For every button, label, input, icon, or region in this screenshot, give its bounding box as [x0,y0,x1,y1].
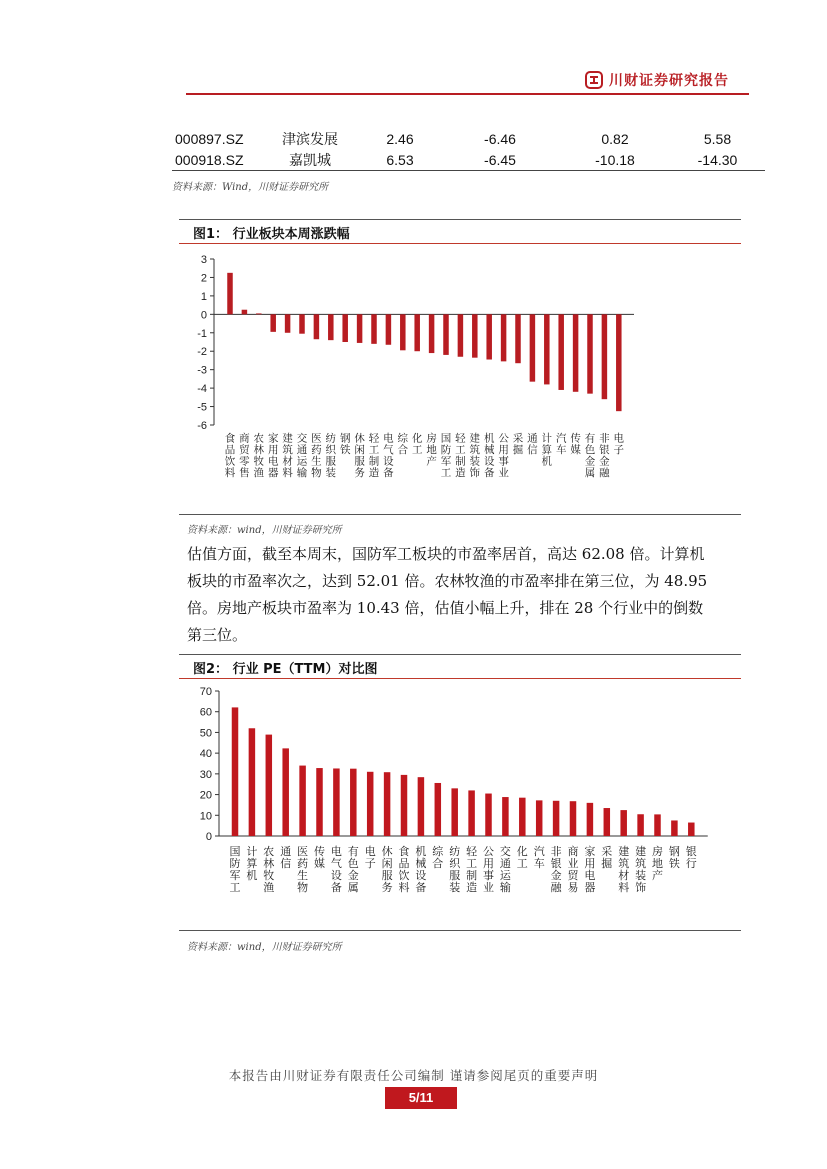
figure1-caption: 图1： 行业板块本周涨跌幅 [193,227,350,242]
category-label: 休闲服务 [381,844,393,894]
category-label: 建筑装饰 [469,432,481,479]
category-label: 钢铁 [339,432,351,456]
bar [232,707,239,836]
bar [602,314,608,399]
y-tick-label: -4 [197,383,207,396]
bar [249,728,256,836]
category-label: 汽车 [555,432,567,456]
bar [468,790,475,836]
category-label: 家用电器 [584,844,596,894]
bar [270,314,276,332]
paragraph-line: 估值方面，截至本周末，国防军工板块的市盈率居首，高达 62.08 倍。计算机 [187,545,705,563]
stock-value: 6.53 [360,149,440,171]
stock-value: -14.30 [670,149,765,171]
page-number: 5/11 [385,1087,457,1109]
bar [384,772,391,836]
category-label: 计算机 [541,432,553,468]
y-tick-label: 2 [200,272,207,285]
y-tick-label: 20 [199,789,212,802]
category-label: 电气设备 [330,844,342,894]
bar [688,823,695,836]
bar [443,314,449,355]
category-label: 农林牧渔 [263,844,275,894]
bar [519,798,526,836]
stock-value: 5.58 [703,130,732,147]
category-label: 钢铁 [668,844,680,870]
category-label: 公用事业 [483,844,494,894]
category-label: 交通运输 [296,432,308,479]
valuation-paragraph [187,541,751,649]
y-tick-label: 0 [205,831,212,843]
bar [587,314,593,393]
bar [285,314,291,332]
bar [400,314,406,350]
category-label: 医药生物 [311,432,322,479]
bar [544,314,550,384]
category-label: 轻工制造 [466,844,478,894]
paragraph-line: 第三位。 [187,626,248,644]
stock-value: -6.45 [440,149,560,171]
stock-value: 0.82 [601,130,629,147]
category-label: 综合 [432,844,444,870]
figure1-footer-rule [179,514,741,515]
category-label: 银行 [685,844,697,870]
y-tick-label: -6 [197,420,207,432]
category-label: 通信 [280,844,292,870]
y-tick-label: 70 [199,686,212,698]
category-label: 采掘 [601,844,613,870]
figure2-header [179,654,741,679]
bar [671,820,678,836]
category-label: 非银金融 [550,844,562,894]
figure2-caption: 图2： 行业 PE（TTM）对比图 [193,662,378,677]
bar [458,314,464,356]
category-label: 电气设备 [383,432,394,479]
bar [558,314,564,390]
category-label: 建筑装饰 [635,844,647,894]
bar [256,313,262,314]
bar [637,814,644,836]
y-tick-label: -5 [197,401,207,414]
figure2-source: 资料来源：wind，川财证券研究所 [187,942,342,953]
bar [371,314,377,344]
category-label: 电子 [613,432,625,456]
bar [333,768,340,836]
bar [401,775,408,836]
bar [587,803,594,836]
category-label: 综合 [397,432,409,456]
category-label: 房地产 [426,432,437,468]
footer-disclaimer: 本报告由川财证券有限责任公司编制 谨请参阅尾页的重要声明 [228,1068,599,1083]
category-label: 公用事业 [498,432,509,479]
bar [357,314,363,343]
bar [282,748,289,836]
stock-value: 2.46 [386,130,414,147]
category-label: 化工 [516,844,528,870]
y-tick-label: -1 [197,327,207,340]
bar [418,777,425,836]
stock-value: -6.46 [484,130,516,147]
bar [266,735,273,836]
bar [242,310,248,315]
category-label: 有色金属 [347,844,359,894]
bar [316,768,323,836]
category-label: 食品饮料 [398,844,410,894]
category-label: 建筑材料 [618,844,630,894]
category-label: 商业贸易 [567,844,579,894]
category-label: 纺织服装 [449,844,461,894]
category-label: 计算机 [246,844,258,882]
figure1-source: 资料来源：wind，川财证券研究所 [187,525,342,536]
bar [485,794,492,836]
bar [472,314,478,357]
bar [451,788,458,836]
bar [502,797,509,836]
category-label: 家用电器 [267,432,279,479]
category-label: 医药生物 [297,844,309,894]
bar [314,314,320,339]
paragraph-line: 倍。房地产板块市盈率为 10.43 倍，估值小幅上升，排在 28 个行业中的倒数 [187,599,704,617]
bar [515,314,521,363]
stock-code: 000918.SZ [172,149,260,171]
category-label: 汽车 [533,844,545,870]
y-tick-label: 10 [199,810,212,823]
category-label: 交通运输 [499,844,511,894]
category-label: 采掘 [512,432,524,456]
category-label: 化工 [411,432,423,456]
stock-name: 嘉凯城 [260,149,360,171]
category-label: 电子 [364,844,376,870]
category-label: 传媒 [570,432,581,456]
category-label: 传媒 [314,844,325,870]
y-tick-label: 3 [200,254,207,266]
category-label: 国防军工 [440,432,452,479]
category-label: 商贸零售 [239,432,250,479]
figure2-footer-rule [179,930,741,931]
bar [620,810,627,836]
y-tick-label: 60 [199,706,212,719]
bar [573,314,579,391]
y-tick-label: 0 [200,309,207,322]
bar [486,314,492,359]
category-label: 有色金属 [584,432,596,479]
bar [570,801,577,836]
category-label: 轻工制造 [368,432,380,479]
y-tick-label: -3 [197,364,207,377]
y-tick-label: 1 [200,290,207,303]
bar [299,766,306,836]
bar [654,814,661,836]
bar [299,314,305,333]
category-label: 轻工制造 [455,432,466,479]
bar [386,314,392,344]
y-tick-label: -2 [197,346,207,359]
category-label: 食品饮料 [224,432,236,479]
stock-code: 000897.SZ [175,130,244,147]
category-label: 纺织服装 [325,432,337,479]
bar [342,314,348,342]
y-tick-label: 40 [199,748,212,761]
paragraph-line: 板块的市盈率次之，达到 52.01 倍。农林牧渔的市盈率排在第三位，为 48.95 [187,572,708,590]
category-label: 房地产 [652,844,663,882]
bar [414,314,420,351]
bar [616,314,622,411]
category-label: 国防军工 [229,844,241,894]
category-label: 机械设备 [483,432,495,479]
bar [553,801,560,836]
brand-title: 川财证券研究报告 [609,73,729,89]
category-label: 通信 [527,432,538,456]
category-label: 休闲服务 [354,432,365,479]
stock-value: -10.18 [560,149,670,171]
bar [227,273,233,315]
bar [530,314,536,381]
bar [435,783,442,836]
category-label: 非银金融 [599,432,610,479]
bar [350,769,357,836]
bar [429,314,435,353]
table-source: 资料来源：Wind，川财证券研究所 [172,182,329,193]
bar [536,800,543,836]
category-label: 机械设备 [415,844,427,894]
category-label: 农林牧渔 [253,432,265,479]
stock-name: 津滨发展 [282,130,338,147]
bar [501,314,507,361]
y-tick-label: 30 [199,768,212,781]
bar [328,314,334,340]
bar [367,772,374,836]
category-label: 建筑材料 [282,432,293,479]
bar [604,808,611,836]
y-tick-label: 50 [199,727,212,740]
